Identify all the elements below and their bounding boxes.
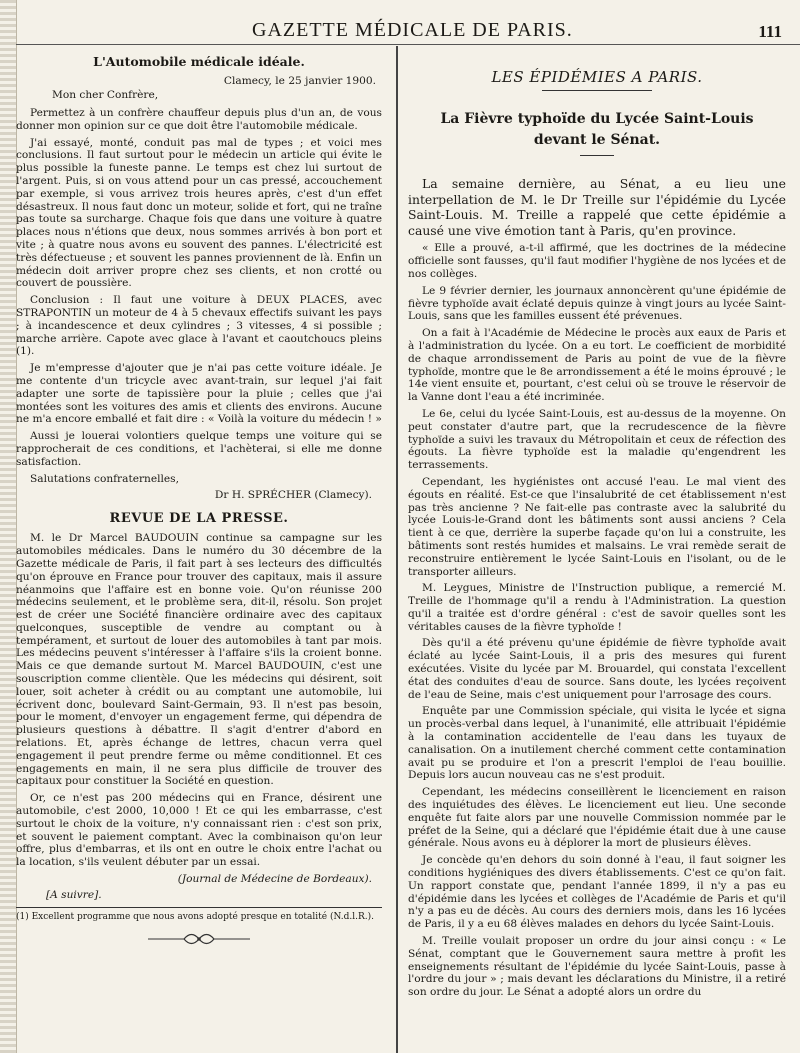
footnote: (1) Excellent programme que nous avons adopté presque en totalité (N.d.l.R.). (16, 912, 374, 923)
article-paragraph: M. Treille voulait proposer un ordre du jour ainsi conçu : « Le Sénat, comptant que le Gouvernement saura mettre à profit les enseignements résultant de l'épidémie du lycée Saint-Louis, passe à l'ordre du jour » ; mais devant les déclarations du Ministre, il a retiré son ordre du jour. Le Sénat a adopté alors un ordre du (408, 935, 786, 999)
revue-paragraph: M. le Dr Marcel BAUDOUIN continue sa campagne sur les automobiles médicales. Dans le numéro du 30 décembre de la Gazette médicale de Paris, il fait part à ses lecteurs des difficultés qu'on éprouve en France pour trouver des capitaux, mais il assure néanmoins que l'affaire est en bonne voie. Qu'on réunisse 200 médecins seulement, et le problème sera, dit-il, résolu. Son projet est de créer une Société financière ordinaire avec des capitaux quelconques, susceptible de vendre au comptant ou à tempérament, et surtout de louer des automobiles à tant par mois. Les médecins peuvent s'intéresser à l'affaire s'ils la croient bonne. Mais ce que demande surtout M. Marcel BAUDOUIN, c'est une souscription comme clientèle. Que les médecins qui désirent, soit louer, soit acheter à crédit ou au comptant une automobile, lui écrivent donc, boulevard Saint-Germain, 93. Il n'est pas besoin, pour le moment, d'envoyer un engagement ferme, qui dépendra de plusieurs questions à débattre. Il s'agit d'entrer d'abord en relations. Et, après échange de lettres, chacun verra quel engagement il peut prendre ferme ou même conditionnel. Et ces engagements en main, il ne sera plus difficile de trouver des capitaux pour constituer la Société en question. (16, 532, 382, 788)
article-paragraph: Le 6e, celui du lycée Saint-Louis, est au-dessus de la moyenne. On peut constater d'autre part, que la recrudescence de la fièvre typhoïde a suivi les travaux du Métropolitain et ceux de réfection des égouts. La fièvre typhoïde est la maladie qu'engendrent les terrassements. (408, 407, 786, 472)
article-paragraph: Cependant, les hygiénistes ont accusé l'eau. Le mal vient des égouts en réalité. Est-ce que l'insalubrité de cet établissement n'est pas très ancienne ? Ne fait-elle pas contraste avec la salubrité du lycée Louis-le-Grand dont les bâtiments sont aussi anciens ? Cela tient à ce que, derrière la superbe façade qu'on lui a construite, les bâtiments sont restés humides et malsains. Le vrai remède serait de reconstruire entièrement le lycée Saint-Louis en l'isolant, ou de le transporter ailleurs. (408, 475, 786, 578)
article-intro (408, 176, 786, 238)
ornament-divider (144, 931, 254, 947)
article-paragraph: Cependant, les médecins conseillèrent le licenciement en raison des inquiétudes des élèves. Le licenciement eut lieu. Une seconde enquête fut faite alors par une nouvelle Commission nommée par le préfet de la Seine, qui a déclaré que l'épidémie était due à une cause générale. Nous avons eu à déplorer la mort de plusieurs élèves. (408, 786, 786, 850)
to-be-continued: [A suivre]. (46, 889, 102, 902)
journal-title: GAZETTE MÉDICALE DE PARIS. (252, 19, 573, 41)
page-number: 111 (758, 22, 782, 41)
revue-paragraph: Or, ce n'est pas 200 médecins qui en France, désirent une automobile, c'est 2000, 10,000 ! Et ce qui les embarrasse, c'est surtout le choix de la voiture, n'y connaissant rien : c'est son prix, et souvent le paiement comptant. Avec la combinaison qu'on leur offre, plus d'embarras, et ils ont en outre le choix entre l'achat ou la location, s'ils veulent débuter par un essai. (16, 792, 382, 869)
article-paragraph: Dès qu'il a été prévenu qu'une épidémie de fièvre typhoïde avait éclaté au lycée Saint-Louis, il a pris des mesures qui furent exécutées. Visite du lycée par M. Brouardel, qui constata l'excellent état des conduites d'eau de source. Sans doute, les lycées reçoivent de l'eau de Seine, mais c'est uniquement pour l'arrosage des cours. (408, 637, 786, 701)
article-title-line: La Fièvre typhoïde du Lycée Saint-Louis (440, 111, 754, 127)
title-rule (580, 155, 614, 156)
letter-paragraph: Aussi je louerai volontiers quelque temps une voiture qui se rapprocherait de ces conditions, et l'achèterai, si elle me donne satisfaction. (16, 430, 382, 468)
letter-dateline: Clamecy, le 25 janvier 1900. (223, 75, 376, 87)
article-paragraph: M. Leygues, Ministre de l'Instruction publique, a remercié M. Treille de l'hommage qu'il a rendu à l'Administration. La question qu'il a traitée est d'ordre général : c'est de savoir quelles sont les véritables causes de la fièvre typhoïde ! (408, 582, 786, 633)
section-title-epidemies: LES ÉPIDÉMIES A PARIS. (491, 68, 703, 86)
column-divider (396, 46, 398, 1053)
newspaper-page (16, 0, 800, 1053)
article-title-line: devant le Sénat. (533, 132, 661, 148)
article-title-fievre (408, 109, 786, 151)
letter-paragraph: Conclusion : Il faut une voiture à DEUX PLACES, avec STRAPONTIN un moteur de 4 à 5 chevaux effectifs suivant les pays ; à incandescence et deux cylindres ; 3 vitesses, 4 si possible ; marche arrière. Capote avec glace à l'avant et caoutchoucs pleins (1). (16, 294, 382, 358)
article-paragraph: Enquête par une Commission spéciale, qui visita le lycée et signa un procès-verbal dans lequel, à l'unanimité, elle attribuait l'épidémie à la contamination accidentelle de l'eau dans les tuyaux de canalisation. On a inutilement cherché comment cette contamination avait pu se produire et l'on a prescrit l'emploi de l'eau bouillie. Depuis lors aucun nouveau cas ne s'est produit. (408, 705, 786, 782)
letter-signature: Dr H. SPRÉCHER (Clamecy). (214, 489, 372, 502)
section-title-revue: REVUE DE LA PRESSE. (109, 511, 289, 527)
letter-salutation: Mon cher Confrère, (52, 89, 159, 101)
left-column (16, 52, 382, 1052)
letter-paragraph: Je m'empresse d'ajouter que je n'ai pas cette voiture idéale. Je me contente d'un tricycle avec avant-train, sur lequel j'ai fait adapter une sorte de tapissière pour la pluie ; celles que j'ai montées sont les voitures des amis et clients des environs. Aucune ne m'a encore emballé et fait dire : « Voilà la voiture du médecin ! » (16, 362, 382, 426)
article-title-automobile: L'Automobile médicale idéale. (93, 54, 305, 69)
right-column (408, 52, 786, 1052)
footnote-rule (16, 907, 382, 908)
letter-paragraph: J'ai essayé, monté, conduit pas mal de types ; et voici mes conclusions. Il faut surtout pour le médecin un article qui évite le plus possible la funeste panne. Le temps est chez lui surtout de l'argent. Puis, si on vous attend pour un cas pressé, accouchement par exemple, si vous arrivez trois heures après, c'est d'un effet désastreux. Il nous faut donc un moteur, solide et fort, qui ne traîne pas toute sa surcharge. Chaque fois que dans une voiture à quatre places nous n'étions que deux, nous sommes arrivés à bon port et vite ; à quatre nous avons eu souvent des pannes. L'électricité est très défectueuse ; et souvent les pannes proviennent de là. Enfin un médecin doit arriver propre chez ses clients, et non crotté ou couvert de poussière. (16, 136, 382, 290)
letter-closing: Salutations confraternelles, (30, 472, 179, 485)
article-paragraph: On a fait à l'Académie de Médecine le procès aux eaux de Paris et à l'administration du lycée. On a eu tort. Le coefficient de morbidité de chaque arrondissement de Paris au point de vue de la fièvre typhoïde, montre que le 8e arrondissement a été le moins éprouvé ; le 14e vient ensuite et, pourtant, c'est celui où se trouve le réservoir de la Vanne dont l'eau a été incriminée. (408, 327, 786, 404)
letter-paragraph: Permettez à un confrère chauffeur depuis plus d'un an, de vous donner mon opinion sur ce que doit être l'automobile médicale. (16, 107, 382, 132)
intro-paragraph: La semaine dernière, au Sénat, a eu lieu une interpellation de M. le Dr Treille sur l'épidémie du Lycée Saint-Louis. M. Treille a rappelé que cette épidémie a causé une vive émotion tant à Paris, qu'en province. (408, 176, 786, 238)
revue-source: (Journal de Médecine de Bordeaux). (177, 873, 372, 886)
section-rule (542, 90, 652, 91)
page-header (16, 14, 800, 45)
page-binding-edge (0, 0, 17, 1053)
article-paragraph: Je concède qu'en dehors du soin donné à l'eau, il faut soigner les conditions hygiéniques des divers établissements. C'est ce qu'on fait. Un rapport constate que, pendant l'année 1899, il n'y a pas eu d'épidémie dans les lycées et collèges de l'Académie de Paris et qu'il n'y a pas eu de décès. Au cours des derniers mois, dans les 16 lycées de Paris, il y a eu 68 élèves malades en dehors du lycée Saint-Louis. (408, 854, 786, 931)
article-paragraph: Le 9 février dernier, les journaux annoncèrent qu'une épidémie de fièvre typhoïde avait éclaté depuis quinze à vingt jours au lycée Saint-Louis, sans que les familles eussent été prévenues. (408, 284, 786, 323)
article-paragraph: « Elle a prouvé, a-t-il affirmé, que les doctrines de la médecine officielle sont fausses, qu'il faut modifier l'hygiène de nos lycées et de nos collèges. (408, 242, 786, 280)
